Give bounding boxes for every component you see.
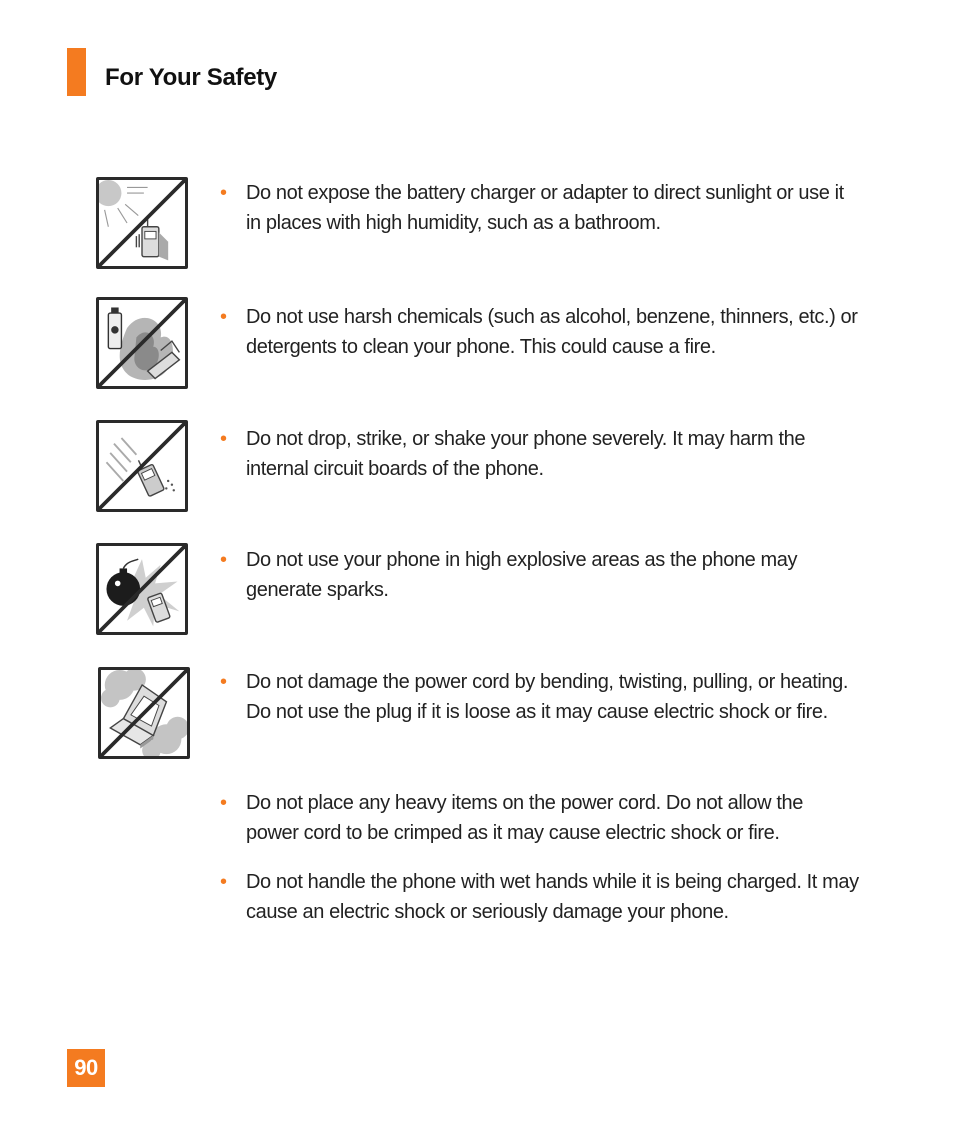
bullet-icon: • [220, 306, 227, 328]
list-item-text: Do not drop, strike, or shake your phone severely. It may harm the internal circuit boards of the phone. [246, 428, 806, 480]
bullet-icon: • [220, 549, 227, 571]
list-item-text: Do not use harsh chemicals (such as alcohol, benzene, thinners, etc.) or detergents to clean your phone. This could cause a fire. [246, 306, 858, 358]
list-item-text: Do not expose the battery charger or adapter to direct sunlight or use it in places with high humidity, such as a bathroom. [246, 182, 844, 234]
page-number: 90 [67, 1049, 105, 1087]
chemicals-fire-prohibited-icon [96, 297, 188, 389]
list-item [220, 302, 860, 362]
list-item [220, 788, 860, 848]
damaged-cord-prohibited-icon [98, 667, 190, 759]
list-item-text: Do not damage the power cord by bending, twisting, pulling, or heating. Do not use the plug if it is loose as it may cause electric shock or fire. [246, 671, 848, 723]
list-item-text: Do not use your phone in high explosive areas as the phone may generate sparks. [246, 549, 798, 601]
section-accent-bar [67, 48, 86, 96]
bullet-icon: • [220, 428, 227, 450]
list-item [220, 867, 860, 927]
drop-phone-prohibited-icon [96, 420, 188, 512]
list-item [220, 545, 860, 605]
explosive-area-prohibited-icon [96, 543, 188, 635]
bullet-icon: • [220, 792, 227, 814]
list-item [220, 667, 860, 727]
list-item-text: Do not place any heavy items on the power cord. Do not allow the power cord to be crimped as it may cause electric shock or fire. [246, 792, 803, 844]
list-item-text: Do not handle the phone with wet hands while it is being charged. It may cause an electric shock or seriously damage your phone. [246, 871, 859, 923]
list-item [220, 178, 860, 238]
bullet-icon: • [220, 871, 227, 893]
list-item [220, 424, 860, 484]
bullet-icon: • [220, 182, 227, 204]
page-title: For Your Safety [105, 64, 277, 91]
sun-humidity-prohibited-icon [96, 177, 188, 269]
bullet-icon: • [220, 671, 227, 693]
